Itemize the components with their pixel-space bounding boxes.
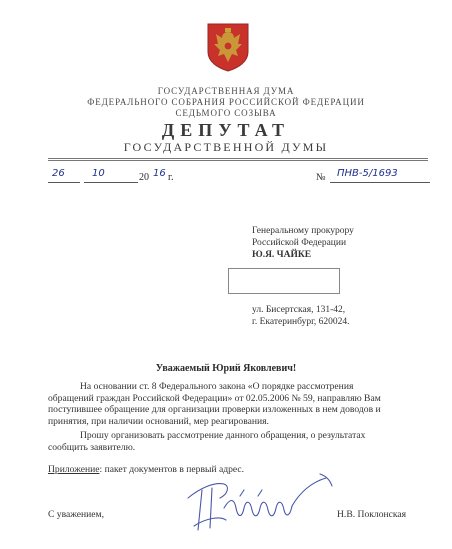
outgoing-number: ПНВ-5/1693 xyxy=(337,168,398,179)
body-line: поступившее обращение для организации проверки изложенных в нем доводов и xyxy=(48,404,381,416)
date-month: 10 xyxy=(92,168,105,179)
org-name-line3: СЕДЬМОГО СОЗЫВА xyxy=(175,108,277,118)
org-name-line2: ФЕДЕРАЛЬНОГО СОБРАНИЯ РОССИЙСКОЙ ФЕДЕРАЦИИ xyxy=(87,97,365,107)
letterhead-subtitle: ГОСУДАРСТВЕННОЙ ДУМЫ xyxy=(123,140,329,154)
attachment-label: Приложение xyxy=(48,464,100,475)
number-underline xyxy=(330,182,430,183)
body-line: обращений граждан Российской Федерации» от 02.05.2006 № 59, направляю Вам xyxy=(48,392,381,404)
address-city: г. Екатеринбург, 620024. xyxy=(252,317,350,327)
russian-coat-of-arms-icon xyxy=(206,22,250,72)
signer-name: Н.В. Поклонская xyxy=(337,509,407,520)
date-month-underline xyxy=(84,182,138,183)
date-suffix: г. xyxy=(168,172,174,183)
date-year-handwritten: 16 xyxy=(153,168,166,179)
address-street: ул. Бисертская, 131-42, xyxy=(252,305,346,315)
closing-regards: С уважением, xyxy=(48,509,105,520)
redacted-box xyxy=(228,268,340,294)
recipient-organization: Российской Федерации xyxy=(252,238,347,248)
body-line: Прошу организовать рассмотрение данного обращения, о результатах xyxy=(80,430,366,441)
body-paragraph-1 xyxy=(48,381,424,427)
recipient-name: Ю.Я. ЧАЙКЕ xyxy=(252,250,312,260)
body-line: сообщить заявителю. xyxy=(48,441,136,453)
body-paragraph-2 xyxy=(48,430,424,453)
letterhead-title: ДЕПУТАТ xyxy=(161,120,291,140)
org-name-line1: ГОСУДАРСТВЕННАЯ ДУМА xyxy=(157,86,295,96)
date-year-prefix: 20 xyxy=(139,172,149,183)
date-day-underline xyxy=(48,182,80,183)
handwritten-signature xyxy=(180,468,338,540)
salutation: Уважаемый Юрий Яковлевич! xyxy=(155,363,297,374)
number-sign: № xyxy=(316,172,326,183)
body-line: На основании ст. 8 Федерального закона «О порядке рассмотрения xyxy=(80,381,354,392)
date-day: 26 xyxy=(52,168,65,179)
body-line: принятия, при наличии оснований, мер реагирования. xyxy=(48,415,269,427)
header-divider xyxy=(48,158,428,159)
header-divider-second xyxy=(48,160,428,161)
recipient-position: Генеральному прокурору xyxy=(252,226,354,236)
attachment-text: : пакет документов в первый адрес. xyxy=(99,464,245,475)
